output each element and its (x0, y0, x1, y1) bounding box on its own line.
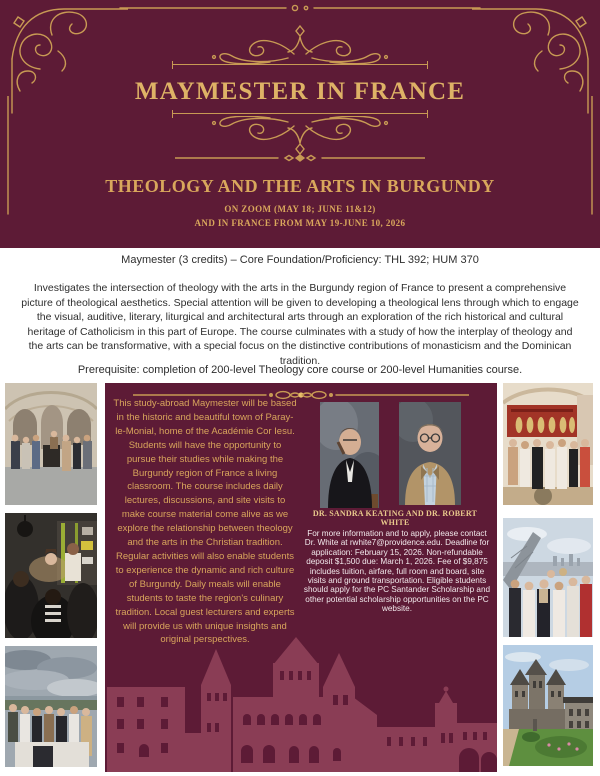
top-border-line (0, 0, 600, 18)
photo-fresco-chapel-group (503, 383, 593, 505)
apply-info-text: For more information and to apply, please contact Dr. White at rwhite7@providence.edu. Deadline for application: February 15, 2026. Non-refundable deposit $1,500 due: March 1, 2026. Fee of $9,875 includes tuition, airfare, full room and board, site visits and ground transportation. Eligible students should apply for the PC Santander Scholarship and other potential scholarship opportunities on the PC website. (303, 529, 491, 614)
photo-hilltop-group (5, 646, 97, 767)
town-silhouette-graphic (105, 637, 497, 772)
course-subtitle: THEOLOGY AND THE ARTS IN BURGUNDY (105, 176, 495, 196)
schedule-line-france: AND IN FRANCE FROM MAY 19-JUNE 10, 2026 (194, 218, 406, 228)
photo-terrace-city-group (503, 518, 593, 637)
schedule-line-zoom: ON ZOOM (MAY 18; JUNE 11&12) (224, 204, 376, 214)
photo-dr-robert-white (399, 402, 461, 505)
title-rule-top (172, 64, 428, 65)
photo-cloister-group (5, 383, 97, 505)
photo-bookshop-tasting (5, 513, 97, 638)
course-description: Investigates the intersection of theology with the arts in the Burgundy region of France to present a comprehensive picture of theological aesthetics. Special attention will be given to developing a theological lens through which to engage the visual, auditive, literary, liturgical and architectural arts through an exploration of the rich historical and cultural heritage of Catholicism in this part of Europe. The course culminates with a study of how the interplay of theology and the arts can be transformative, with a special focus on the distinctive contributions of monasticism and the Dominican tradition. (21, 282, 579, 367)
credits-line: Maymester (3 credits) – Core Foundation/Proficiency: THL 392; HUM 370 (121, 254, 479, 266)
program-about-text: This study-abroad Maymester will be based in the historic and beautiful town of Paray-le-Monial, home of the Académie Cor Iesu. Students will have the opportunity to pursue their studies while making the Burgundy region of France a living classroom. The course includes daily lectures, discussions, and site visits to make course material come alive as we explore the relationship between theology and the arts in the Christian tradition. Regular activities will also enable students to experience the dynamic and rich culture of Burgundy. Daily meals will enable students to taste the region's culinary tradition. Local guest lecturers and experts will provide us with unique insights and original perspectives. (113, 398, 297, 646)
title-rule-bottom (172, 113, 428, 114)
photo-basilica-exterior (503, 645, 593, 766)
program-panel (105, 383, 497, 772)
photo-dr-sandra-keating (320, 402, 379, 508)
left-border-line (4, 96, 14, 218)
right-border-line (586, 96, 596, 218)
prerequisite-line: Prerequisite: completion of 200-level Theology core course or 200-level Humanities course. (77, 364, 523, 376)
faculty-caption: DR. SANDRA KEATING AND DR. ROBERT WHITE (312, 509, 478, 527)
crest-ornament-icon (190, 24, 410, 64)
page-title: MAYMESTER IN FRANCE (134, 78, 466, 105)
header-banner (0, 0, 600, 248)
small-divider-icon (175, 153, 425, 163)
crest-ornament-mirrored-icon (190, 116, 410, 156)
